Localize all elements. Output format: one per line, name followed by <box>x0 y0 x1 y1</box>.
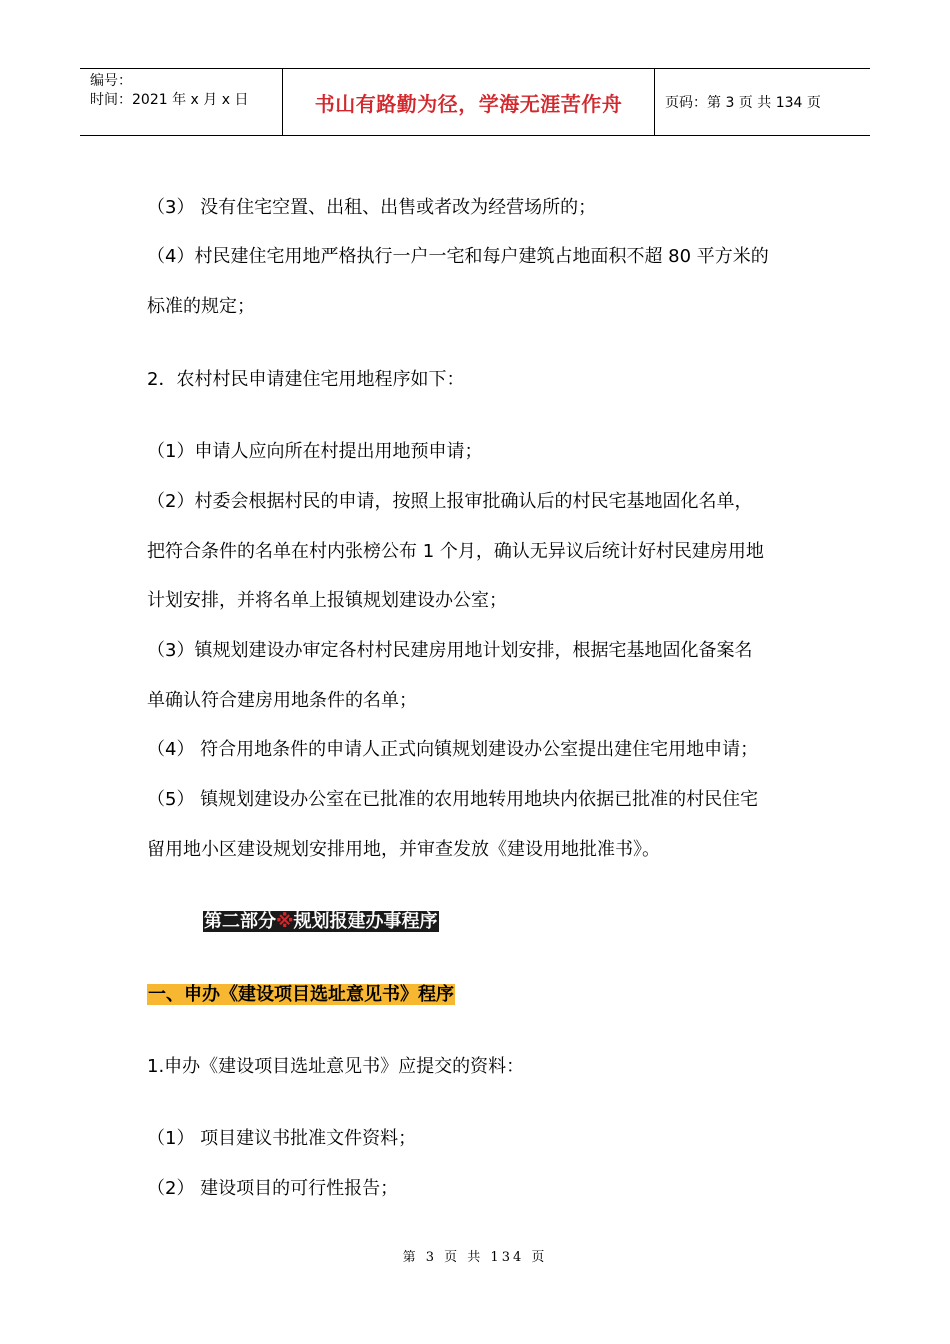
document-date-label: 时间：2021 年 x 月 x 日 <box>90 92 249 108</box>
body-paragraph-line: 单确认符合建房用地条件的名单； <box>147 690 417 711</box>
body-paragraph-line: （2） 建设项目的可行性报告； <box>147 1178 399 1199</box>
body-paragraph-line: （4）村民建住宅用地严格执行一户一宅和每户建筑占地面积不超 80 平方米的 <box>147 246 769 267</box>
part-heading <box>203 910 439 934</box>
body-paragraph-line: （3）镇规划建设办审定各村村民建房用地计划安排，根据宅基地固化备案名 <box>147 640 753 661</box>
header-page-label: 页码：第 3 页 共 134 页 <box>665 95 821 111</box>
page-header <box>80 68 870 136</box>
body-paragraph-line: 把符合条件的名单在村内张榜公布 1 个月，确认无异议后统计好村民建房用地 <box>147 541 764 562</box>
part-heading-label <box>203 911 439 932</box>
body-paragraph-line: 2．农村村民申请建住宅用地程序如下： <box>147 369 465 390</box>
document-number-label: 编号： <box>90 73 132 89</box>
body-paragraph-line: 标准的规定； <box>147 296 255 317</box>
body-paragraph-line: （2）村委会根据村民的申请，按照上报审批确认后的村民宅基地固化名单， <box>147 491 753 512</box>
part-title: 规划报建办事程序 <box>293 911 438 932</box>
body-paragraph-line: 计划安排，并将名单上报镇规划建设办公室； <box>147 590 507 611</box>
body-paragraph-line: （5） 镇规划建设办公室在已批准的农用地转用地块内依据已批准的村民住宅 <box>147 789 759 810</box>
subsection-heading-label: 一、申办《建设项目选址意见书》程序 <box>148 984 454 1005</box>
body-paragraph-line: （1）申请人应向所在村提出用地预申请； <box>147 441 483 462</box>
body-paragraph-line: 留用地小区建设规划安排用地，并审查发放《建设用地批准书》。 <box>147 839 660 860</box>
page-footer: 第 3 页 共 134 页 <box>402 1250 548 1265</box>
body-paragraph-line: （3） 没有住宅空置、出租、出售或者改为经营场所的； <box>147 197 597 218</box>
reference-mark-icon: ※ <box>276 911 294 932</box>
body-paragraph-line: （1） 项目建议书批准文件资料； <box>147 1128 417 1149</box>
part-number: 第二部分 <box>204 911 276 932</box>
header-motto: 书山有路勤为径，学海无涯苦作舟 <box>282 69 655 135</box>
header-meta <box>80 69 282 135</box>
body-paragraph-line: （4） 符合用地条件的申请人正式向镇规划建设办公室提出建住宅用地申请； <box>147 739 759 760</box>
body-paragraph-line: 1.申办《建设项目选址意见书》应提交的资料： <box>147 1056 525 1077</box>
subsection-heading <box>147 983 455 1007</box>
